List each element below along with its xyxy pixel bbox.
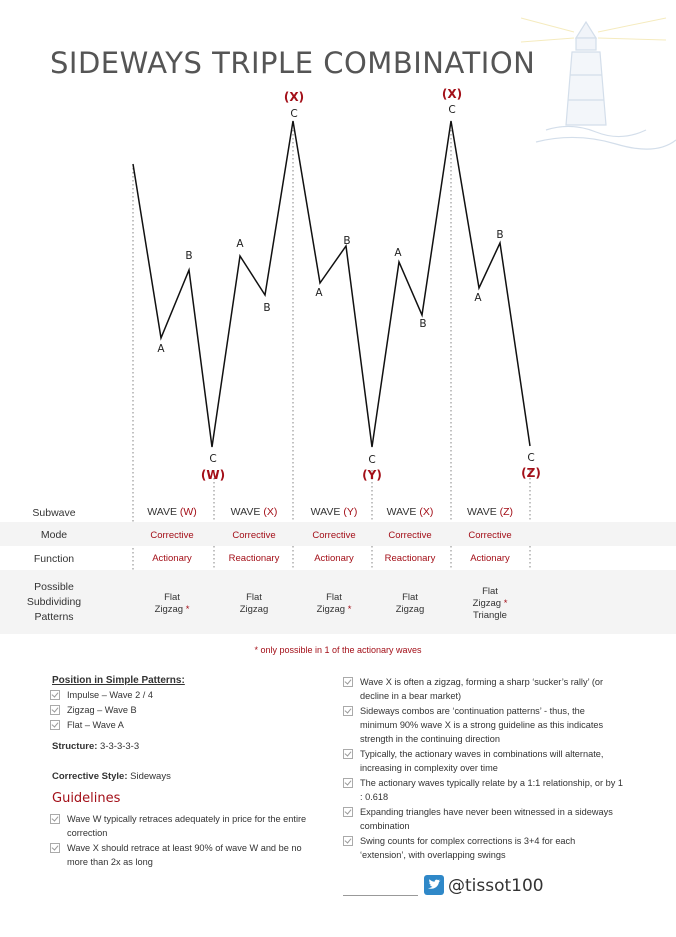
pattern-line: [445, 586, 535, 598]
subwave-label: B: [185, 250, 193, 262]
pattern-line: [127, 604, 217, 616]
checkbox-icon: [50, 814, 60, 824]
function-cell: Actionary: [470, 553, 510, 564]
structure-label: Structure:: [52, 741, 98, 752]
pattern-text: [473, 598, 508, 609]
footer-rule: [343, 895, 418, 896]
mode-cell: Corrective: [150, 530, 194, 541]
subwave-cell: [127, 506, 217, 518]
pattern-text: Zigzag: [239, 604, 269, 615]
row-label-patterns-line2: Subdividing: [26, 596, 82, 608]
pattern-line: [365, 592, 455, 604]
list-item: [343, 776, 623, 804]
mode-cell: Corrective: [388, 530, 432, 541]
guidelines-list: [50, 812, 315, 870]
pattern-text: Zigzag: [395, 604, 425, 615]
list-item-text: Swing counts for complex corrections is 3+4 for each ‘extension’, with overlapping swings: [360, 836, 576, 860]
subwave-cell: [365, 506, 455, 518]
pattern-text: Flat: [402, 592, 418, 603]
list-item-text: Flat – Wave A: [67, 720, 124, 730]
guidelines-heading: Guidelines: [52, 791, 121, 806]
list-item-text: Wave W typically retraces adequately in price for the entire correction: [67, 814, 307, 838]
patterns-cell: [365, 592, 455, 616]
pattern-name: Zigzag: [316, 604, 348, 615]
subwave-label: A: [394, 247, 402, 259]
pattern-text: Flat: [326, 592, 342, 603]
row-label-function: Function: [33, 553, 75, 565]
degree-label: (Z): [521, 466, 541, 480]
right-points-list: [343, 675, 623, 863]
function-cell: Reactionary: [228, 553, 280, 564]
subwave-prefix: WAVE: [147, 506, 180, 518]
pattern-text: Flat: [482, 586, 498, 597]
subwave-label: B: [263, 302, 271, 314]
subwave-label: A: [474, 292, 482, 304]
mode-cell: Corrective: [232, 530, 276, 541]
pattern-text: [155, 604, 190, 615]
checkbox-icon: [343, 677, 353, 687]
list-item: [343, 834, 623, 862]
checkbox-icon: [343, 749, 353, 759]
twitter-bird-glyph: [424, 875, 444, 895]
mode-cell: Corrective: [468, 530, 512, 541]
subwave-label: C: [368, 454, 376, 466]
subwave-prefix: WAVE: [386, 506, 420, 518]
pattern-line: [445, 598, 535, 610]
list-item: [50, 688, 310, 702]
patterns-cell: [127, 592, 217, 616]
position-list: [50, 688, 310, 733]
subwave-cell: [445, 506, 535, 518]
list-item-text: Zigzag – Wave B: [67, 705, 137, 715]
pattern-line: [127, 592, 217, 604]
degree-label: (X): [441, 87, 463, 101]
twitter-handle[interactable]: @tissot100: [448, 876, 544, 896]
subwave-label: B: [496, 229, 504, 241]
pattern-text: Flat: [164, 592, 180, 603]
pattern-line: [445, 610, 535, 622]
asterisk-marker: *: [347, 604, 352, 615]
checkbox-icon: [343, 807, 353, 817]
list-item: [50, 703, 310, 717]
subwave-tag: (W): [179, 506, 197, 518]
list-item-text: Typically, the actionary waves in combinations will alternate, increasing in complexity over time: [360, 749, 604, 773]
subwave-label: B: [419, 318, 427, 330]
list-item: [343, 805, 623, 833]
checkbox-icon: [50, 843, 60, 853]
subwave-label: A: [236, 238, 244, 250]
list-item: [343, 675, 623, 703]
position-heading: Position in Simple Patterns:: [52, 675, 185, 686]
mode-cell: Corrective: [312, 530, 356, 541]
subwave-prefix: WAVE: [230, 506, 264, 518]
patterns-cell: [209, 592, 299, 616]
pattern-text: [317, 604, 352, 615]
page-title: SIDEWAYS TRIPLE COMBINATION: [50, 46, 536, 80]
footnote: * only possible in 1 of the actionary waves: [254, 645, 422, 655]
row-label-patterns-line3: Patterns: [34, 611, 74, 623]
pattern-line: [209, 604, 299, 616]
checkbox-icon: [50, 690, 60, 700]
pattern-text: Flat: [246, 592, 262, 603]
structure-value: 3-3-3-3-3: [100, 741, 140, 752]
checkbox-icon: [343, 778, 353, 788]
degree-label: (Y): [362, 468, 382, 482]
subwave-tag: (Z): [499, 506, 514, 518]
list-item-text: Wave X is often a zigzag, forming a sharp ‘sucker’s rally’ (or decline in a bear market): [360, 677, 604, 701]
subwave-cell: [209, 506, 299, 518]
style-label: Corrective Style:: [52, 771, 128, 782]
pattern-line: [365, 604, 455, 616]
checkbox-icon: [343, 836, 353, 846]
list-item-text: Expanding triangles have never been witnessed in a sideways combination: [360, 807, 613, 831]
subwave-tag: (X): [263, 506, 278, 518]
list-item-text: Wave X should retrace at least 90% of wave W and be no more than 2x as long: [67, 843, 302, 867]
pattern-text: Triangle: [473, 610, 507, 621]
checkbox-icon: [50, 705, 60, 715]
asterisk-marker: *: [185, 604, 190, 615]
function-cell: Actionary: [152, 553, 192, 564]
checkbox-icon: [343, 706, 353, 716]
degree-label: (X): [283, 90, 305, 104]
wave-path: [133, 121, 530, 447]
asterisk-marker: *: [503, 598, 508, 609]
row-label-patterns: [14, 580, 94, 625]
row-label-patterns-line1: Possible: [34, 581, 74, 593]
style-value: Sideways: [130, 771, 171, 782]
list-item: [50, 718, 310, 732]
subwave-label: C: [209, 453, 217, 465]
function-cell: Actionary: [314, 553, 354, 564]
subwave-label: C: [290, 108, 298, 120]
list-item: [50, 841, 315, 869]
subwave-tag: (Y): [343, 506, 358, 518]
subwave-label: A: [157, 343, 165, 355]
list-item: [343, 704, 623, 746]
list-item-text: Sideways combos are ‘continuation patterns’ - thus, the minimum 90% wave X is a strong guideline as this indicates strength in the continuing direction: [360, 706, 604, 744]
pattern-name: Zigzag: [154, 604, 186, 615]
list-item-text: The actionary waves typically relate by a 1:1 relationship, or by 1 : 0.618: [360, 778, 623, 802]
style-line: [52, 771, 171, 782]
twitter-icon[interactable]: [424, 875, 444, 895]
patterns-cell: [445, 586, 535, 622]
subwave-label: C: [527, 452, 535, 464]
list-item: [343, 747, 623, 775]
checkbox-icon: [50, 720, 60, 730]
row-label-mode: Mode: [40, 529, 68, 541]
pattern-name: Zigzag: [472, 598, 504, 609]
subwave-label: A: [315, 287, 323, 299]
subwave-tag: (X): [419, 506, 434, 518]
function-cell: Reactionary: [384, 553, 436, 564]
list-item: [50, 812, 315, 840]
list-item-text: Impulse – Wave 2 / 4: [67, 690, 153, 700]
row-label-subwave: Subwave: [32, 507, 76, 519]
subwave-label: C: [448, 104, 456, 116]
subwave-prefix: WAVE: [466, 506, 500, 518]
structure-line: [52, 741, 139, 752]
subwave-label: B: [343, 235, 351, 247]
pattern-line: [209, 592, 299, 604]
subwave-prefix: WAVE: [310, 506, 344, 518]
degree-label: (W): [200, 468, 226, 482]
